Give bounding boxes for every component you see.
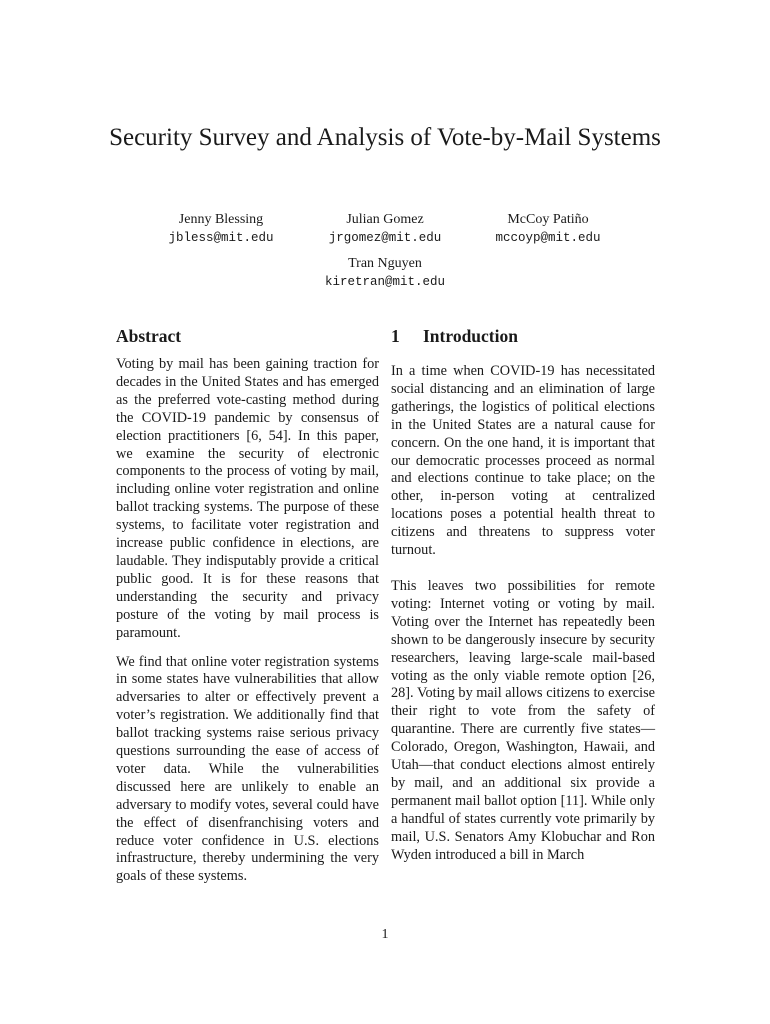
- introduction-paragraph: This leaves two possibilities for remote voting: Internet voting or voting by mail. Voting over the Internet has repeatedly been shown to be dangerously insecure by security researchers, leaving large-scale mail-based voting as the only viable remote option [26, 28]. Voting by mail allows citizens to exercise their right to vote from the safety of quarantine. There are currently five states—Colorado, Oregon, Washington, Hawaii, and Utah—that conduct elections almost entirely by mail, and an additional six provide a permanent mail ballot option [11]. While only a handful of states currently vote primarily by mail, U.S. Senators Amy Klobuchar and Ron Wyden introduced a bill in March: [391, 577, 655, 863]
- section-title: Introduction: [423, 326, 518, 346]
- author-email: jrgomez@mit.edu: [328, 231, 442, 245]
- author-name: Julian Gomez: [346, 212, 424, 227]
- author-email: jbless@mit.edu: [168, 231, 274, 245]
- introduction-paragraph: In a time when COVID-19 has necessitated social distancing and an elimination of large gatherings, the logistics of political elections in the United States are a natural cause for concern. On the one hand, it is important that our democratic processes proceed as normal and elections continue to take place; on the other, in-person voting at centralized locations poses a potential health threat to citizens and threatens to suppress voter turnout.: [391, 363, 655, 559]
- author-name: Jenny Blessing: [178, 212, 264, 227]
- author-block: [290, 211, 480, 247]
- author-block: [290, 255, 480, 291]
- page-number: 1: [381, 927, 389, 942]
- author-block: [126, 211, 316, 247]
- author-block: [453, 211, 643, 247]
- section-number: 1: [391, 326, 400, 346]
- author-name: Tran Nguyen: [348, 256, 422, 271]
- paper-title: Security Survey and Analysis of Vote-by-Mail Systems: [109, 124, 661, 151]
- introduction-heading: [391, 326, 655, 346]
- author-name: McCoy Patiño: [507, 212, 589, 227]
- author-email: mccoyp@mit.edu: [495, 231, 601, 245]
- author-email: kiretran@mit.edu: [324, 275, 446, 289]
- abstract-paragraph: Voting by mail has been gaining traction for decades in the United States and has emerged as the preferred vote-casting method during the COVID-19 pandemic by consensus of election practitioners [6, 54]. In this paper, we examine the security of electronic components to the process of voting by mail, including online voter registration and online ballot tracking systems. The purpose of these systems, to facilitate voter registration and increase public confidence in elections, are laudable. They indisputably provide a critical public good. It is for these reasons that understanding the security and privacy posture of the voting by mail process is paramount.: [116, 356, 379, 641]
- abstract-column: [116, 326, 379, 886]
- abstract-heading: Abstract: [116, 326, 182, 346]
- abstract-paragraph: We find that online voter registration systems in some states have vulnerabilities that allow adversaries to alter or effectively prevent a voter’s registration. We additionally find that ballot tracking systems raise serious privacy questions surrounding the ease of access of voter data. While the vulnerabilities discussed here are unlikely to enable an adversary to modify votes, several could have the effect of disenfranchising voters and reduce voter confidence in U.S. elections infrastructure, thereby undermining the very goals of these systems.: [116, 653, 379, 885]
- introduction-column: [391, 326, 655, 864]
